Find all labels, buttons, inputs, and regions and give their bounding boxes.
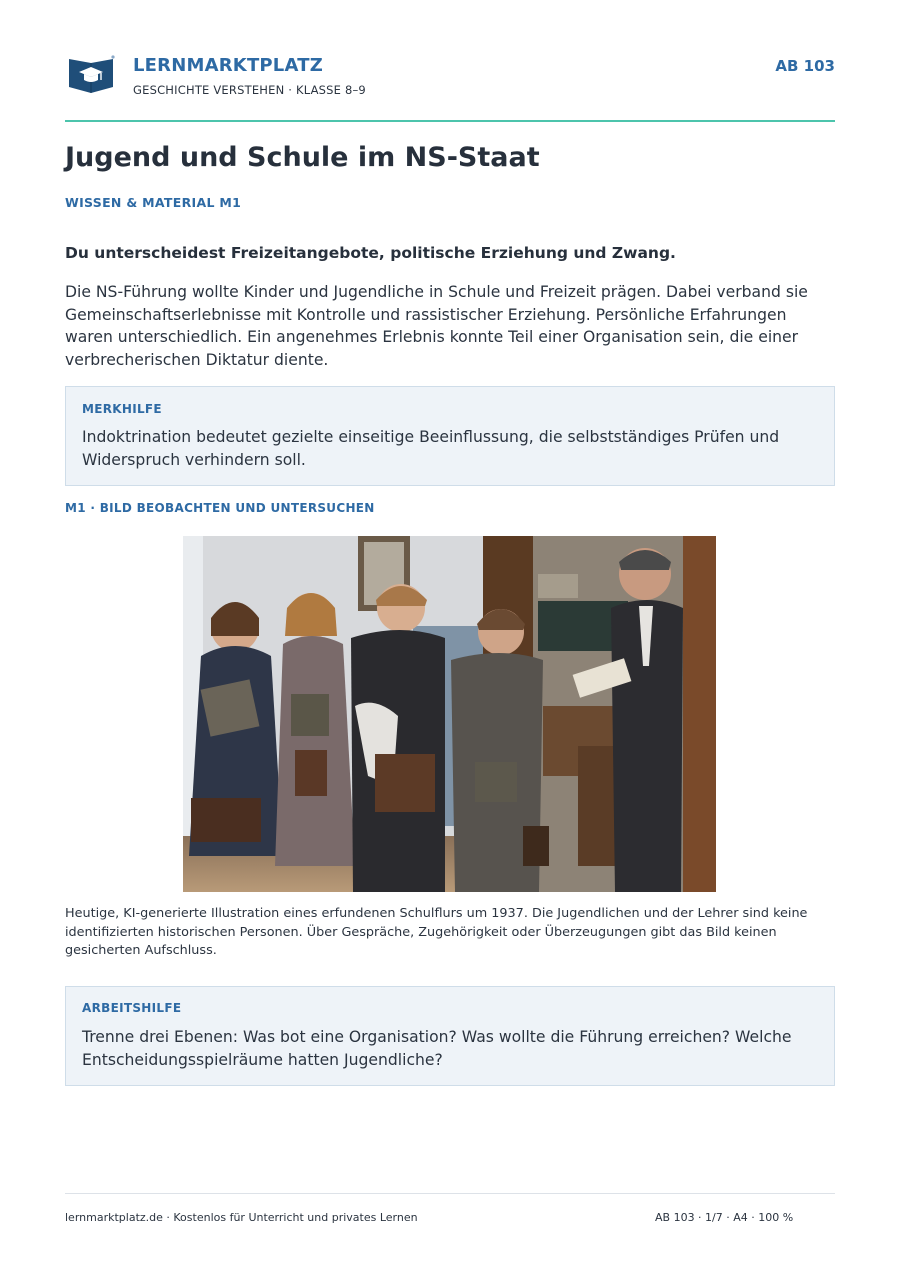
arbeitshilfe-box [65, 986, 835, 1086]
worksheet-page [65, 0, 835, 1273]
footer-page-info: AB 103 · 1/7 · A4 · 100 % [655, 1211, 794, 1224]
material-label: M1 · BILD BEOBACHTEN UND UNTERSUCHEN [65, 501, 375, 515]
header-divider [65, 120, 835, 122]
merkhilfe-label: MERKHILFE [82, 402, 162, 416]
graduation-cap-book-icon [67, 53, 115, 93]
merkhilfe-text: Indoktrination bedeutet gezielte einseitige Beeinflussung, die selbstständiges Prüfen und Widerspruch verhindern soll. [82, 428, 780, 469]
intro-paragraph: Die NS-Führung wollte Kinder und Jugendliche in Schule und Freizeit prägen. Dabei verband sie Gemeinschaftserlebnisse mit Kontrolle und rassistischer Erziehung. Persönliche Erfahrungen waren unterschiedlich. Ein angenehmes Erlebnis konnte Teil einer Organisation sein, die einer verbrecherischen Diktatur diente. [65, 283, 808, 370]
lead-sentence: Du unterscheidest Freizeitangebote, politische Erziehung und Zwang. [65, 244, 676, 262]
footer-site-info: lernmarktplatz.de · Kostenlos für Unterricht und privates Lernen [65, 1211, 418, 1224]
footer-divider [65, 1193, 835, 1194]
arbeitshilfe-text: Trenne drei Ebenen: Was bot eine Organisation? Was wollte die Führung erreichen? Welche Entscheidungsspielräume hatten Jugendliche? [82, 1028, 792, 1069]
brand-name: LERNMARKTPLATZ [133, 55, 323, 76]
page-header [65, 50, 835, 110]
brand-subtitle: GESCHICHTE VERSTEHEN · KLASSE 8–9 [133, 83, 366, 97]
section-kicker: WISSEN & MATERIAL M1 [65, 195, 242, 210]
school-hallway-illustration [183, 536, 716, 892]
document-number: AB 103 [775, 57, 835, 75]
arbeitshilfe-label: ARBEITSHILFE [82, 1001, 182, 1015]
merkhilfe-box [65, 386, 835, 486]
figure-caption: Heutige, KI-generierte Illustration eines erfundenen Schulflurs um 1937. Die Jugendlichen und der Lehrer sind keine identifizierten historischen Personen. Über Gespräche, Zugehörigkeit oder Überzeugungen gibt das Bild keinen gesicherten Aufschluss. [65, 906, 808, 959]
page-title: Jugend und Schule im NS-Staat [65, 142, 540, 173]
